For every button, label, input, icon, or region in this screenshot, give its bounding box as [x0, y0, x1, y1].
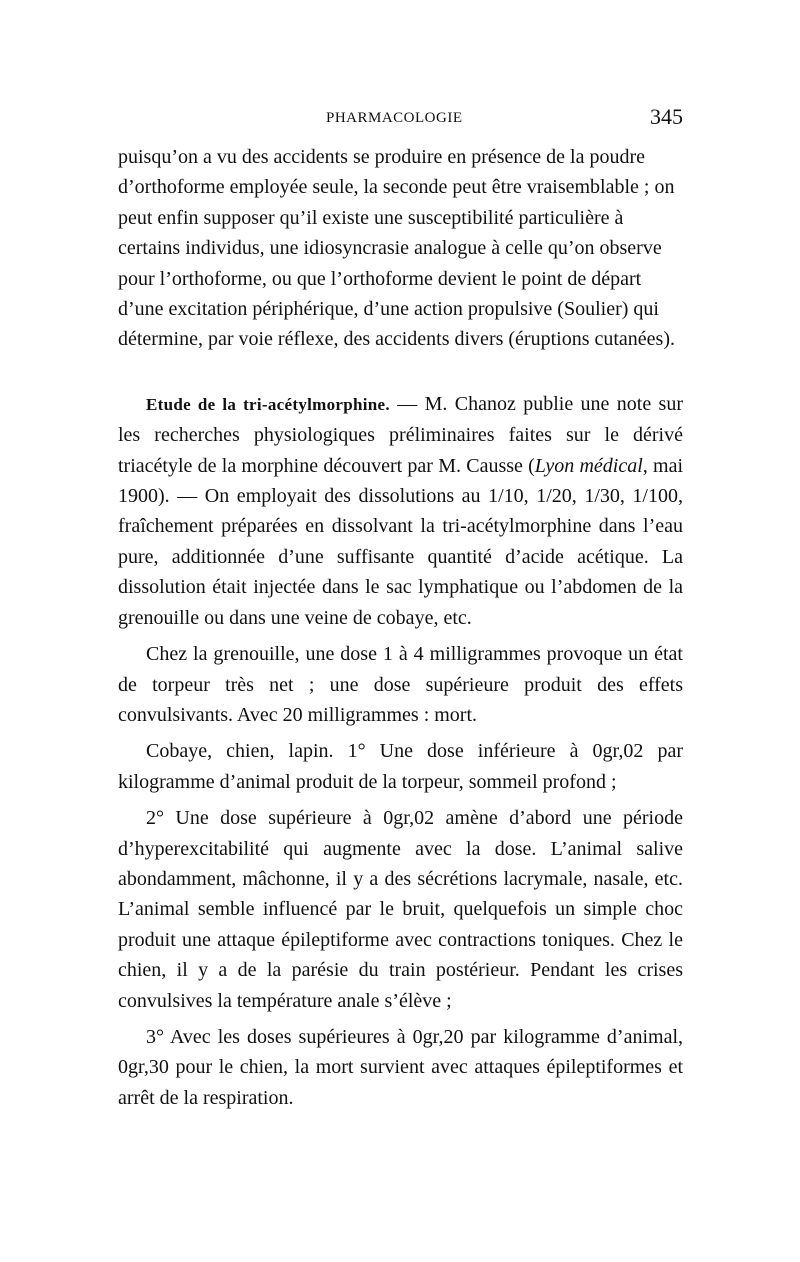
journal-title: Lyon médical,	[534, 454, 648, 477]
page-number: 345	[650, 104, 683, 129]
running-title: PHARMACOLOGIE	[326, 110, 463, 126]
running-head	[118, 104, 683, 134]
paragraph-triacetylmorphine-study	[118, 389, 683, 633]
paragraph-dose-1: Cobaye, chien, lapin. 1° Une dose inférieure à 0gr,02 par kilogramme d’animal produit de la torpeur, sommeil profond ;	[118, 740, 683, 793]
section-heading: Etude de la tri-acétylmorphine.	[146, 394, 390, 414]
paragraph-continuation: puisqu’on a vu des accidents se produire en présence de la poudre d’orthoforme employée seule, la seconde peut être vraisemblable ; on peut enfin supposer qu’il existe une susceptibilité particulière à certains individus, une idiosyncrasie analogue à celle qu’on observe pour l’orthoforme, ou que l’orthoforme devient le point de départ d’une excitation périphérique, d’une action propulsive (Soulier) qui détermine, par voie réflexe, des accidents divers (éruptions cutanées).	[118, 146, 675, 351]
text-block	[118, 142, 683, 1113]
paragraph-dose-3: 3° Avec les doses supérieures à 0gr,20 par kilogramme d’animal, 0gr,30 pour le chien, la mort survient avec attaques épileptiformes et arrêt de la respiration.	[118, 1025, 683, 1109]
paragraph-text: — M. Chanoz publie une note sur les recherches physiologiques préliminaires faites sur le dérivé triacétyle de la morphine découvert par M. Causse (	[118, 392, 683, 477]
paragraph-frog: Chez la grenouille, une dose 1 à 4 milligrammes provoque un état de torpeur très net ; une dose supérieure produit des effets convulsivants. Avec 20 milligrammes : mort.	[118, 643, 683, 726]
paragraph-text-rest: mai 1900). — On employait des dissolutions au 1/10, 1/20, 1/30, 1/100, fraîchement préparées en dissolvant la tri-acétylmorphine dans l’eau pure, additionnée d’une suffisante quantité d’acide acétique. La dissolution était injectée dans le sac lymphatique ou l’abdomen de la grenouille ou dans une veine de cobaye, etc.	[118, 454, 683, 629]
paragraph-dose-2: 2° Une dose supérieure à 0gr,02 amène d’abord une période d’hyperexcitabilité qui augmente avec la dose. L’animal salive abondamment, mâchonne, il y a des sécrétions lacrymale, nasale, etc. L’animal semble influencé par le bruit, quelquefois un simple choc produit une attaque épileptiforme avec contractions toniques. Chez le chien, il y a de la parésie du train postérieur. Pendant les crises convulsives la température anale s’élève ;	[118, 807, 683, 1012]
